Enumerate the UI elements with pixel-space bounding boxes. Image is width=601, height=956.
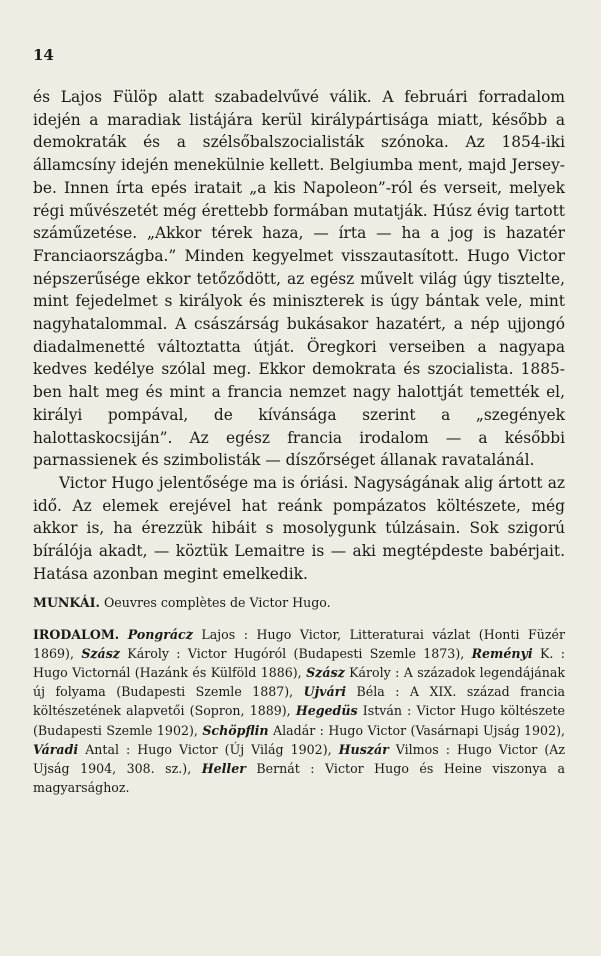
bibliography-entry-text: Béla : A XIX. század francia költészetének alapvetői (Sopron, 1889), xyxy=(33,684,565,719)
bibliography-entry-text: Aladár : Hugo Victor (Vasárnapi Ujság 1902), xyxy=(268,722,566,738)
paragraph-1: és Lajos Fülöp alatt szabadelvűvé válik. A februári forradalom idején a maradiak listájára kerül királypártisága miatt, később a demokraták és a szélsőbalszocialisták szónoka. Az 1854-iki államcsíny idején menekülnie kellett. Belgiumba ment, majd Jersey-be. Innen írta epés iratait „a kis Napoleon”-ról és verseit, melyek régi művészetét még érettebb formában mutatják. Húsz évig tartott száműzetése. „Akkor térek haza, — írta — ha a jog is hazatér Franciaországba.” Minden kegyelmet visszautasított. Hugo Victor népszerűsége ekkor tetőződött, az egész művelt világ úgy tisztelte, mint fejedelmet s királyok és miniszterek is úgy bántak vele, mint nagyhatalommal. A császárság bukásakor hazatért, a nép ujjongó diadalmenetté változtatta útját. Öregkori verseiben a nagyapa kedves kedélye szólal meg. Ekkor demokrata és szocialista. 1885-ben halt meg és mint a francia nemzet nagy halottját temették el, királyi pompával, de kívánsága szerint a „szegények halottaskocsiján”. Az egész francia irodalom — a későbbi parnassienek és szimbolisták — díszőrséget állanak ravatalánál. xyxy=(33,88,565,470)
bibliography-entry-text: K. : Hugo Victornál (Hazánk és Külföld 1886), xyxy=(33,645,565,681)
page-number: 14 xyxy=(33,46,54,64)
bibliography-entry-text: Lajos : Hugo Victor, Litteraturai vázlat (Honti Füzér 1869), xyxy=(33,626,565,661)
bibliography-label: IRODALOM. xyxy=(33,626,120,642)
bibliography-entry-text: Károly : A századok legendájának új folyama (Budapesti Szemle 1887), xyxy=(33,665,566,700)
bibliography-section xyxy=(33,625,565,798)
bibliography-entry-text: Károly : Victor Hugóról (Budapesti Szemle 1873), xyxy=(119,645,472,661)
works-section xyxy=(33,593,565,612)
works-text: Oeuvres complètes de Victor Hugo. xyxy=(103,595,331,611)
bibliography-author: Szász xyxy=(306,665,345,681)
bibliography-author: Reményi xyxy=(471,645,533,661)
bibliography-entries xyxy=(33,627,565,796)
bibliography-author: Szász xyxy=(81,645,120,661)
works-label: MUNKÁI. xyxy=(33,595,100,611)
bibliography-entry-text: Antal : Hugo Victor (Új Világ 1902), xyxy=(78,741,339,757)
bibliography-entry-text: Vilmos : Hugo Victor (Az Ujság 1904, 308. sz.), xyxy=(33,741,565,777)
bibliography-author: Ujvári xyxy=(303,684,347,700)
bibliography-author: Váradi xyxy=(33,741,79,757)
bibliography-author: Pongrácz xyxy=(127,626,193,642)
bibliography-author: Schöpflin xyxy=(202,722,269,738)
bibliography-author: Hegedüs xyxy=(295,703,358,719)
bibliography-author: Huszár xyxy=(338,741,389,757)
bibliography-entry-text: Bernát : Victor Hugo és Heine viszonya a magyarsághoz. xyxy=(33,761,565,796)
paragraph-2: Victor Hugo jelentősége ma is óriási. Nagyságának alig ártott az idő. Az elemek erejével hat reánk pompázatos költészete, még akkor is, ha érezzük hibáit s mosolygunk túlzásain. Sok szigorú bírálója akadt, — köztük Lemaitre is — aki megtépdeste babérjait. Hatása azonban megint emelkedik. xyxy=(33,473,565,583)
bibliography-author: Heller xyxy=(201,761,246,777)
bibliography-entry-text: István : Victor Hugo költészete (Budapesti Szemle 1902), xyxy=(33,703,565,738)
